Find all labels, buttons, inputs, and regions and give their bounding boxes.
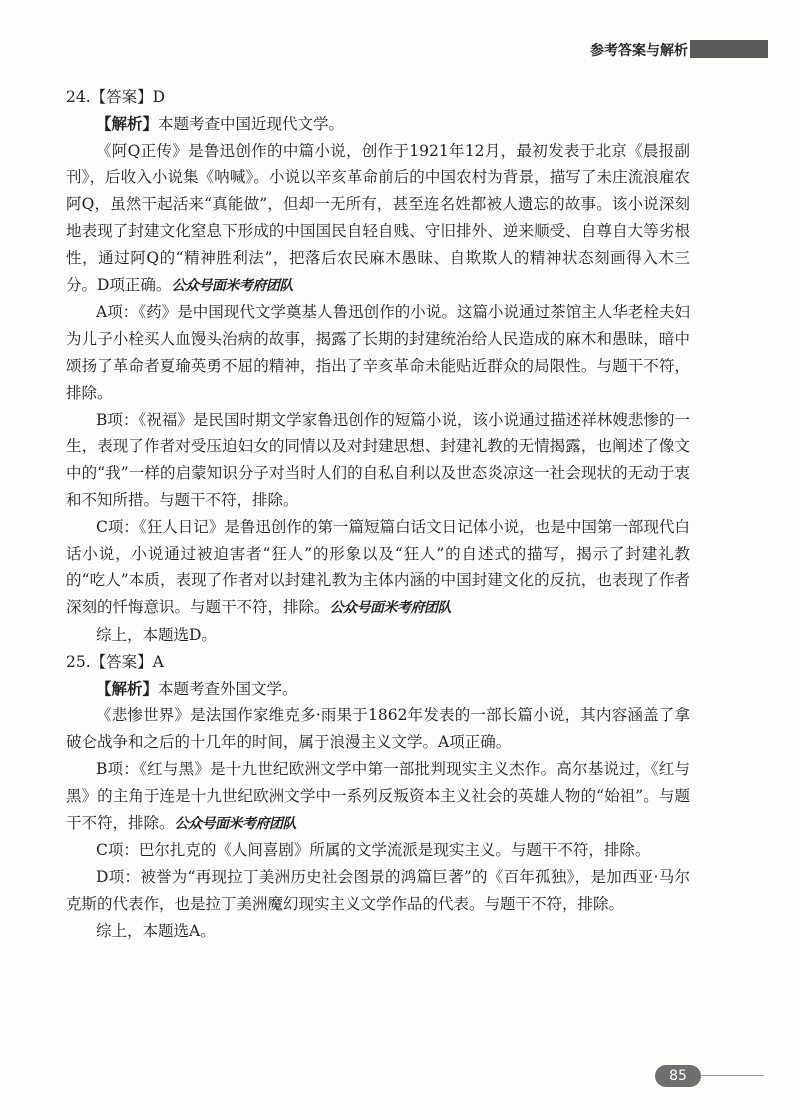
watermark-text: 公众号面米考府团队 (329, 600, 452, 617)
q24-paragraph-main (66, 138, 690, 300)
q25-paragraph-d: D项：被誉为“再现拉丁美洲历史社会图景的鸿篇巨著”的《百年孤独》，是加西亚·马尔克斯的代表作，也是拉丁美洲魔幻现实主义文学作品的代表。与题干不符，排除。 (66, 868, 690, 913)
header-decor-bar (690, 40, 768, 58)
analysis-label: 【解析】 (96, 113, 159, 133)
q24-summary: 综上，本题选D。 (96, 625, 217, 644)
analysis-text: 本题考查中国近现代文学。 (158, 114, 345, 133)
paragraph-text: B项：《红与黑》是十九世纪欧洲文学中第一部批判现实主义杰作。高尔基说过，《红与黑》的主角于连是十九世纪欧洲文学中一系列反叛资本主义社会的英雄人物的“始祖”。与题干不符，排除。 (66, 759, 690, 832)
q25-paragraph-c: C项：巴尔扎克的《人间喜剧》所属的文学流派是现实主义。与题干不符，排除。 (96, 841, 651, 860)
q25-summary: 综上，本题选A。 (96, 921, 216, 940)
q24-paragraph-b: B项：《祝福》是民国时期文学家鲁迅创作的短篇小说，该小说通过描述祥林嫂悲惨的一生，表现了作者对受压迫妇女的同情以及对封建思想、封建礼教的无情揭露，也阐述了像文中的“我”一样的启蒙知识分子对当时人们的自私自利以及世态炎凉这一社会现状的无动于衷和不知所措。与题干不符，排除。 (66, 410, 690, 509)
page-number: 85 (655, 1065, 701, 1087)
header-title: 参考答案与解析 (590, 43, 688, 59)
footer-divider (700, 1075, 764, 1076)
watermark-text: 公众号面米考府团队 (174, 815, 297, 832)
paragraph-text: C项：《狂人日记》是鲁迅创作的第一篇短篇白话文日记体小说，也是中国第一部现代白话小说，小说通过被迫害者“狂人”的形象以及“狂人”的自述式的描写，揭示了封建礼教的“吃人”本质，表现了作者对以封建礼教为主体内涵的中国封建文化的反抗，也表现了作者深刻的忏悔意识。与题干不符，排除。 (66, 517, 690, 617)
analysis-text: 本题考查外国文学。 (158, 679, 298, 698)
q25-answer-line: 25.【答案】A (66, 652, 164, 671)
answer-content (66, 84, 690, 945)
page-header (0, 38, 800, 62)
q24-paragraph-c (66, 514, 690, 622)
q24-answer-line: 24.【答案】D (66, 88, 166, 106)
watermark-text: 公众号面米考府团队 (171, 277, 293, 294)
analysis-label: 【解析】 (96, 678, 159, 698)
q24-paragraph-a: A项：《药》是中国现代文学奠基人鲁迅创作的小说。这篇小说通过茶馆主人华老栓夫妇为儿子小栓买人血馒头治病的故事，揭露了长期的封建统治给人民造成的麻木和愚昧，暗中颂扬了革命者夏瑜英勇不屈的精神，指出了辛亥革命未能贴近群众的局限性。与题干不符，排除。 (66, 303, 690, 402)
q24-analysis (66, 111, 690, 138)
q25-analysis (66, 676, 690, 703)
q25-paragraph-main: 《悲惨世界》是法国作家维克多·雨果于1862年发表的一部长篇小说，其内容涵盖了拿破仑战争和之后的十几年的时间，属于浪漫主义文学。A项正确。 (66, 706, 690, 752)
paragraph-text: 《阿Q正传》是鲁迅创作的中篇小说，创作于1921年12月，最初发表于北京《晨报副刊》，后收入小说集《呐喊》。小说以辛亥革命前后的中国农村为背景，描写了未庄流浪雇农阿Q，虽然干起活来“真能做”，但却一无所有，甚至连名姓都被人遗忘的故事。该小说深刻地表现了封建文化窒息下形成的中国国民自轻自贱、守旧排外、逆来顺受、自尊自大等劣根性，通过阿Q的“精神胜利法”，把落后农民麻木愚昧、自欺欺人的精神状态刻画得入木三分。D项正确。 (66, 141, 690, 294)
q25-paragraph-b (66, 756, 690, 837)
